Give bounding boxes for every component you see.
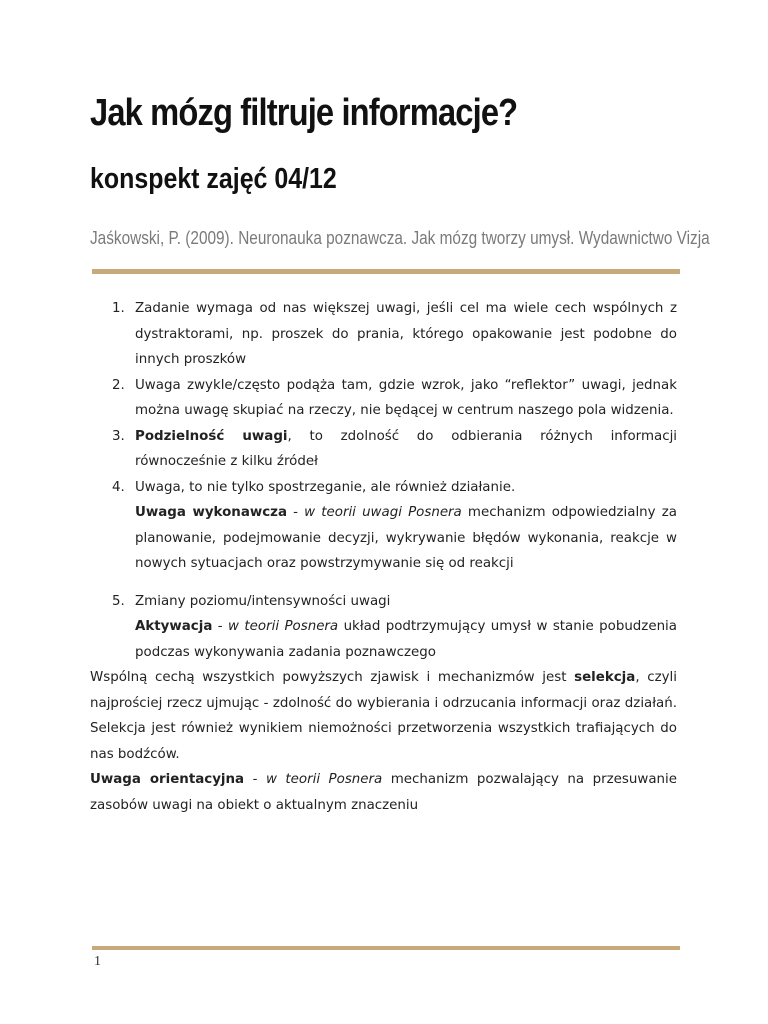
page-title: Jak mózg filtruje informacje?: [90, 92, 518, 134]
list-item-number: 1.: [112, 301, 125, 316]
definition-separator: -: [244, 772, 266, 787]
definition-source: w teorii uwagi Posnera: [304, 505, 462, 520]
footer-divider: [92, 946, 680, 950]
numbered-list-continued: [90, 589, 677, 615]
definition-term: Aktywacja: [135, 619, 213, 634]
list-item-number: 2.: [112, 377, 125, 393]
list-item-number: 4.: [112, 479, 125, 495]
numbered-list: [90, 296, 677, 500]
list-item-number: 3.: [112, 428, 125, 444]
definition-aktywacja: [90, 614, 677, 665]
definition-source: w teorii Posnera: [228, 619, 339, 634]
definition-separator: -: [287, 505, 305, 520]
definition-term: Uwaga orientacyjna: [90, 772, 245, 787]
definition-term: Uwaga wykonawcza: [135, 505, 288, 520]
definition-text: mechanizm pozwalający na przesuwanie zasobów uwagi na obiekt o aktualnym znaczeniu: [90, 772, 677, 813]
list-item-text: Uwaga, to nie tylko spostrzeganie, ale również działanie.: [135, 479, 516, 495]
page-subtitle: konspekt zajęć 04/12: [90, 163, 337, 195]
citation: Jaśkowski, P. (2009). Neuronauka poznawcza. Jak mózg tworzy umysł. Wydawnictwo Vizja: [90, 228, 710, 248]
list-item-text: , to zdolność do odbierania różnych informacji równocześnie z kilku źródeł: [135, 428, 678, 469]
definition-text: układ podtrzymujący umysł w stanie pobudzenia podczas wykonywania zadania poznawczego: [135, 619, 677, 660]
definition-separator: -: [212, 619, 229, 634]
list-item: [90, 589, 677, 615]
definition-source: w teorii Posnera: [265, 772, 383, 787]
page-number: 1: [94, 954, 101, 969]
definition-uwaga-orientacyjna: [90, 767, 677, 818]
list-item-text: Zmiany poziomu/intensywności uwagi: [135, 593, 391, 609]
list-item-text: Uwaga zwykle/często podąża tam, gdzie wzrok, jako “reflektor” uwagi, jednak można uwagę skupiać na rzeczy, nie będącej w centrum naszego pola widzenia.: [135, 377, 677, 418]
definition-text: mechanizm odpowiedzialny za planowanie, podejmowanie decyzji, wykrywanie błędów wykonania, reakcje w nowych sytuacjach oraz powstrzymywanie się od reakcji: [135, 505, 677, 571]
list-item-bold-term: Podzielność uwagi: [135, 428, 288, 444]
list-item: [90, 296, 677, 373]
list-item-number: 5.: [112, 593, 125, 609]
list-item: [90, 424, 677, 475]
summary-paragraph: [90, 665, 677, 767]
list-item-text: Zadanie wymaga od nas większej uwagi, jeśli cel ma wiele cech wspólnych z dystraktorami, np. proszek do prania, którego opakowanie jest podobne do innych proszków: [135, 301, 677, 367]
definition-uwaga-wykonawcza: [90, 500, 677, 577]
page-content: [90, 296, 677, 818]
list-item: [90, 373, 677, 424]
header-divider: [92, 269, 680, 274]
summary-text-start: Wspólną cechą wszystkich powyższych zjawisk i mechanizmów jest: [90, 670, 575, 685]
summary-text-end: , czyli najprościej rzecz ujmując - zdolność do wybierania i odrzucania informacji oraz działań. Selekcja jest również wynikiem niemożności przetworzenia wszystkich trafiających do nas bodźców.: [90, 670, 677, 762]
summary-bold-term: selekcja: [574, 670, 636, 685]
list-item: [90, 475, 677, 501]
